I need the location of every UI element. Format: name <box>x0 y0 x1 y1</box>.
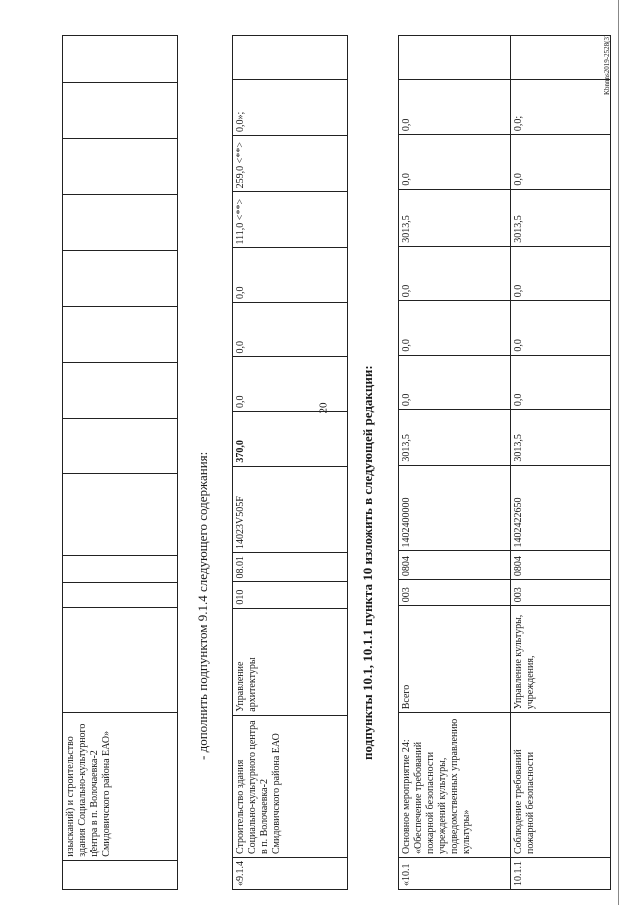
cell-year-5: 0,0 <box>399 135 511 189</box>
page-number: 20 <box>317 402 330 414</box>
table-row <box>63 36 178 890</box>
cell-name: Соблюдение требований пожарной безопасности <box>511 713 611 858</box>
cell-total <box>63 419 178 473</box>
cell-year-2: 0,0 <box>511 301 611 355</box>
cell-grbs: 003 <box>399 580 511 606</box>
cell-grbs: 010 <box>233 582 348 608</box>
cell-total: 370,0 <box>233 412 348 467</box>
cell-rzpr: 08.01 <box>233 552 348 582</box>
paragraph-edit-101: подпункты 10.1, 10.1.1 пункта 10 изложить в следующей редакции: <box>360 365 375 760</box>
cell-year-5 <box>63 139 178 195</box>
cell-year-4: 111,0 <**> <box>233 192 348 248</box>
cell-rzpr <box>63 556 178 583</box>
table-row <box>399 36 511 890</box>
cell-year-4 <box>63 195 178 251</box>
cell-name: изысканий) и строительство здания Социально-культурного центра в п. Волочаевка-2 Смидовичского района ЕАО» <box>63 712 178 860</box>
cell-year-2 <box>63 307 178 363</box>
cell-num: «10.1 <box>399 858 511 890</box>
cell-grbs <box>63 582 178 607</box>
cell-year-1 <box>63 363 178 419</box>
table-101 <box>398 35 611 890</box>
table-914 <box>232 35 348 890</box>
cell-csr: 1402422650 <box>511 465 611 551</box>
cell-year-7 <box>63 36 178 83</box>
cell-year-7 <box>233 36 348 80</box>
cell-name: Строительство здания Социально-культурного центра в п. Волочаевка-2 Смидовичского района ЕАО <box>233 715 348 857</box>
cell-total: 3013,5 <box>399 410 511 465</box>
cell-year-5: 259,0 <**> <box>233 136 348 192</box>
cell-year-6 <box>63 83 178 139</box>
cell-year-6: 0,0 <box>399 80 511 135</box>
cell-rzpr: 0804 <box>511 551 611 580</box>
cell-csr: 14023V505F <box>233 466 348 552</box>
cell-year-1: 0,0 <box>511 355 611 409</box>
cell-executor <box>63 607 178 712</box>
cell-year-5: 0,0 <box>511 135 611 189</box>
cell-year-6: 0,0»; <box>233 80 348 136</box>
cell-num <box>63 860 178 889</box>
cell-year-2: 0,0 <box>233 302 348 357</box>
cell-csr: 1402400000 <box>399 465 511 551</box>
cell-year-3: 0,0 <box>399 246 511 300</box>
document-code: Kbnnns2019-2528(3) <box>603 34 611 95</box>
cell-executor: Управление культуры, учреждения, <box>511 606 611 713</box>
cell-executor: Всего <box>399 606 511 713</box>
cell-year-7 <box>399 36 511 80</box>
cell-name: Основное мероприятие 24: «Обеспечение требований пожарной безопасности учреждений культуры, подведомственных управлению культуры» <box>399 713 511 858</box>
cell-year-1: 0,0 <box>233 357 348 412</box>
cell-executor: Управление архитектуры <box>233 608 348 715</box>
cell-num: «9.1.4 <box>233 858 348 890</box>
cell-year-3 <box>63 251 178 307</box>
cell-year-3: 0,0 <box>511 246 611 300</box>
cell-grbs: 003 <box>511 580 611 606</box>
cell-year-6: 0,0; <box>511 80 611 135</box>
cell-year-4: 3013,5 <box>511 189 611 246</box>
table-continuation <box>62 35 178 890</box>
cell-year-2: 0,0 <box>399 301 511 355</box>
cell-year-7 <box>511 36 611 80</box>
cell-year-4: 3013,5 <box>399 189 511 246</box>
cell-year-3: 0,0 <box>233 248 348 303</box>
cell-csr <box>63 473 178 556</box>
rotated-document <box>60 35 620 890</box>
table-row <box>511 36 611 890</box>
cell-num: 10.1.1 <box>511 858 611 890</box>
cell-year-1: 0,0 <box>399 355 511 409</box>
cell-total: 3013,5 <box>511 410 611 465</box>
table-row <box>233 36 348 890</box>
cell-rzpr: 0804 <box>399 551 511 580</box>
paragraph-add-914: - дополнить подпунктом 9.1.4 следующего содержания: <box>195 451 210 760</box>
